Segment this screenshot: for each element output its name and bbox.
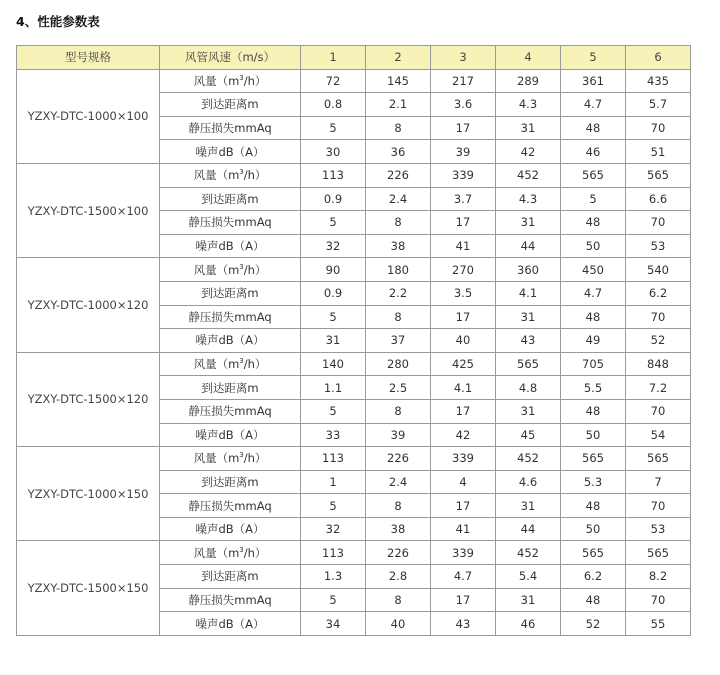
value-cell: 4.1 xyxy=(431,376,496,400)
param-noise-label: 噪声dB（A） xyxy=(160,423,301,447)
value-cell: 31 xyxy=(301,329,366,353)
flow-label-superscript: 3 xyxy=(239,357,244,366)
value-cell: 17 xyxy=(431,211,496,235)
value-cell: 48 xyxy=(561,494,626,518)
param-flow-label xyxy=(160,163,301,187)
flow-label-prefix: 风量（m xyxy=(193,262,240,277)
value-cell: 180 xyxy=(366,258,431,282)
value-cell: 70 xyxy=(626,116,691,140)
value-cell: 540 xyxy=(626,258,691,282)
value-cell: 113 xyxy=(301,163,366,187)
value-cell: 48 xyxy=(561,399,626,423)
value-cell: 17 xyxy=(431,494,496,518)
flow-label-prefix: 风量（m xyxy=(193,357,240,372)
header-speed-value: 3 xyxy=(431,46,496,70)
value-cell: 7.2 xyxy=(626,376,691,400)
value-cell: 565 xyxy=(626,163,691,187)
value-cell: 31 xyxy=(496,116,561,140)
flow-label-prefix: 风量（m xyxy=(193,545,240,560)
value-cell: 48 xyxy=(561,116,626,140)
value-cell: 43 xyxy=(496,329,561,353)
value-cell: 339 xyxy=(431,163,496,187)
value-cell: 5.4 xyxy=(496,565,561,589)
value-cell: 6.6 xyxy=(626,187,691,211)
value-cell: 45 xyxy=(496,423,561,447)
value-cell: 140 xyxy=(301,352,366,376)
value-cell: 848 xyxy=(626,352,691,376)
value-cell: 565 xyxy=(626,447,691,471)
flow-label-suffix: /h） xyxy=(243,73,267,88)
param-throw-label: 到达距离m xyxy=(160,565,301,589)
value-cell: 36 xyxy=(366,140,431,164)
value-cell: 70 xyxy=(626,588,691,612)
value-cell: 226 xyxy=(366,163,431,187)
value-cell: 48 xyxy=(561,588,626,612)
value-cell: 50 xyxy=(561,517,626,541)
value-cell: 226 xyxy=(366,447,431,471)
param-static-pressure-label: 静压损失mmAq xyxy=(160,211,301,235)
value-cell: 1.1 xyxy=(301,376,366,400)
value-cell: 8 xyxy=(366,305,431,329)
value-cell: 42 xyxy=(496,140,561,164)
value-cell: 2.2 xyxy=(366,281,431,305)
value-cell: 8 xyxy=(366,211,431,235)
value-cell: 49 xyxy=(561,329,626,353)
value-cell: 217 xyxy=(431,69,496,93)
value-cell: 72 xyxy=(301,69,366,93)
value-cell: 55 xyxy=(626,612,691,636)
value-cell: 43 xyxy=(431,612,496,636)
table-row xyxy=(17,541,691,565)
value-cell: 8 xyxy=(366,116,431,140)
value-cell: 6.2 xyxy=(561,565,626,589)
param-static-pressure-label: 静压损失mmAq xyxy=(160,494,301,518)
value-cell: 435 xyxy=(626,69,691,93)
value-cell: 2.4 xyxy=(366,470,431,494)
value-cell: 46 xyxy=(561,140,626,164)
value-cell: 48 xyxy=(561,211,626,235)
param-flow-label xyxy=(160,352,301,376)
value-cell: 51 xyxy=(626,140,691,164)
value-cell: 42 xyxy=(431,423,496,447)
value-cell: 5.3 xyxy=(561,470,626,494)
flow-label-suffix: /h） xyxy=(243,262,267,277)
param-throw-label: 到达距离m xyxy=(160,187,301,211)
section-title: 4、性能参数表 xyxy=(16,14,100,29)
flow-label-superscript: 3 xyxy=(239,262,244,271)
value-cell: 270 xyxy=(431,258,496,282)
param-throw-label: 到达距离m xyxy=(160,470,301,494)
value-cell: 33 xyxy=(301,423,366,447)
value-cell: 40 xyxy=(366,612,431,636)
value-cell: 0.9 xyxy=(301,281,366,305)
value-cell: 0.9 xyxy=(301,187,366,211)
param-throw-label: 到达距离m xyxy=(160,93,301,117)
value-cell: 705 xyxy=(561,352,626,376)
value-cell: 52 xyxy=(561,612,626,636)
value-cell: 90 xyxy=(301,258,366,282)
value-cell: 31 xyxy=(496,494,561,518)
value-cell: 31 xyxy=(496,305,561,329)
value-cell: 17 xyxy=(431,399,496,423)
value-cell: 8 xyxy=(366,588,431,612)
value-cell: 41 xyxy=(431,517,496,541)
table-row xyxy=(17,447,691,471)
param-static-pressure-label: 静压损失mmAq xyxy=(160,588,301,612)
param-flow-label xyxy=(160,69,301,93)
param-throw-label: 到达距离m xyxy=(160,281,301,305)
flow-label-suffix: /h） xyxy=(243,451,267,466)
model-cell: YZXY-DTC-1000×100 xyxy=(17,69,160,163)
value-cell: 450 xyxy=(561,258,626,282)
header-speed-value: 5 xyxy=(561,46,626,70)
value-cell: 70 xyxy=(626,494,691,518)
flow-label-prefix: 风量（m xyxy=(193,168,240,183)
param-noise-label: 噪声dB（A） xyxy=(160,517,301,541)
header-model: 型号规格 xyxy=(17,46,160,70)
value-cell: 4.7 xyxy=(431,565,496,589)
value-cell: 17 xyxy=(431,588,496,612)
value-cell: 46 xyxy=(496,612,561,636)
value-cell: 8.2 xyxy=(626,565,691,589)
value-cell: 360 xyxy=(496,258,561,282)
value-cell: 113 xyxy=(301,541,366,565)
param-flow-label xyxy=(160,447,301,471)
model-cell: YZXY-DTC-1500×150 xyxy=(17,541,160,635)
value-cell: 44 xyxy=(496,234,561,258)
value-cell: 32 xyxy=(301,517,366,541)
value-cell: 6.2 xyxy=(626,281,691,305)
value-cell: 34 xyxy=(301,612,366,636)
value-cell: 70 xyxy=(626,211,691,235)
value-cell: 4.3 xyxy=(496,93,561,117)
model-cell: YZXY-DTC-1500×120 xyxy=(17,352,160,446)
value-cell: 32 xyxy=(301,234,366,258)
param-noise-label: 噪声dB（A） xyxy=(160,140,301,164)
value-cell: 5 xyxy=(301,494,366,518)
value-cell: 565 xyxy=(496,352,561,376)
model-cell: YZXY-DTC-1500×100 xyxy=(17,163,160,257)
value-cell: 452 xyxy=(496,447,561,471)
value-cell: 70 xyxy=(626,399,691,423)
flow-label-superscript: 3 xyxy=(239,545,244,554)
value-cell: 3.5 xyxy=(431,281,496,305)
value-cell: 3.6 xyxy=(431,93,496,117)
value-cell: 425 xyxy=(431,352,496,376)
value-cell: 289 xyxy=(496,69,561,93)
value-cell: 361 xyxy=(561,69,626,93)
value-cell: 48 xyxy=(561,305,626,329)
flow-label-suffix: /h） xyxy=(243,545,267,560)
param-noise-label: 噪声dB（A） xyxy=(160,329,301,353)
value-cell: 4.3 xyxy=(496,187,561,211)
flow-label-superscript: 3 xyxy=(239,451,244,460)
value-cell: 5 xyxy=(301,399,366,423)
value-cell: 17 xyxy=(431,305,496,329)
value-cell: 5 xyxy=(561,187,626,211)
value-cell: 339 xyxy=(431,541,496,565)
value-cell: 4.7 xyxy=(561,281,626,305)
table-row xyxy=(17,352,691,376)
value-cell: 44 xyxy=(496,517,561,541)
value-cell: 452 xyxy=(496,163,561,187)
value-cell: 41 xyxy=(431,234,496,258)
value-cell: 5.5 xyxy=(561,376,626,400)
value-cell: 339 xyxy=(431,447,496,471)
value-cell: 4.8 xyxy=(496,376,561,400)
flow-label-prefix: 风量（m xyxy=(193,451,240,466)
value-cell: 31 xyxy=(496,588,561,612)
value-cell: 8 xyxy=(366,399,431,423)
value-cell: 280 xyxy=(366,352,431,376)
value-cell: 2.8 xyxy=(366,565,431,589)
value-cell: 226 xyxy=(366,541,431,565)
model-cell: YZXY-DTC-1000×120 xyxy=(17,258,160,352)
model-cell: YZXY-DTC-1000×150 xyxy=(17,447,160,541)
value-cell: 5 xyxy=(301,116,366,140)
value-cell: 145 xyxy=(366,69,431,93)
value-cell: 40 xyxy=(431,329,496,353)
value-cell: 4.7 xyxy=(561,93,626,117)
flow-label-superscript: 3 xyxy=(239,74,244,83)
table-body xyxy=(17,69,691,635)
value-cell: 31 xyxy=(496,399,561,423)
header-speed-value: 4 xyxy=(496,46,561,70)
value-cell: 565 xyxy=(561,541,626,565)
value-cell: 70 xyxy=(626,305,691,329)
value-cell: 39 xyxy=(366,423,431,447)
header-speed-value: 1 xyxy=(301,46,366,70)
value-cell: 1 xyxy=(301,470,366,494)
value-cell: 38 xyxy=(366,234,431,258)
performance-table xyxy=(16,45,691,636)
value-cell: 2.1 xyxy=(366,93,431,117)
value-cell: 5 xyxy=(301,305,366,329)
value-cell: 53 xyxy=(626,234,691,258)
value-cell: 30 xyxy=(301,140,366,164)
value-cell: 5 xyxy=(301,211,366,235)
value-cell: 8 xyxy=(366,494,431,518)
table-row xyxy=(17,163,691,187)
value-cell: 1.3 xyxy=(301,565,366,589)
value-cell: 52 xyxy=(626,329,691,353)
value-cell: 54 xyxy=(626,423,691,447)
value-cell: 17 xyxy=(431,116,496,140)
value-cell: 452 xyxy=(496,541,561,565)
flow-label-suffix: /h） xyxy=(243,168,267,183)
value-cell: 50 xyxy=(561,234,626,258)
value-cell: 5.7 xyxy=(626,93,691,117)
flow-label-superscript: 3 xyxy=(239,168,244,177)
param-noise-label: 噪声dB（A） xyxy=(160,612,301,636)
header-speed-value: 6 xyxy=(626,46,691,70)
value-cell: 7 xyxy=(626,470,691,494)
param-noise-label: 噪声dB（A） xyxy=(160,234,301,258)
value-cell: 53 xyxy=(626,517,691,541)
value-cell: 37 xyxy=(366,329,431,353)
value-cell: 4.6 xyxy=(496,470,561,494)
value-cell: 50 xyxy=(561,423,626,447)
value-cell: 0.8 xyxy=(301,93,366,117)
value-cell: 4 xyxy=(431,470,496,494)
param-static-pressure-label: 静压损失mmAq xyxy=(160,399,301,423)
param-flow-label xyxy=(160,541,301,565)
param-flow-label xyxy=(160,258,301,282)
table-row xyxy=(17,69,691,93)
value-cell: 113 xyxy=(301,447,366,471)
table-header-row xyxy=(17,46,691,70)
header-speed: 风管风速（m/s） xyxy=(160,46,301,70)
value-cell: 565 xyxy=(626,541,691,565)
value-cell: 5 xyxy=(301,588,366,612)
value-cell: 38 xyxy=(366,517,431,541)
flow-label-prefix: 风量（m xyxy=(193,73,240,88)
value-cell: 39 xyxy=(431,140,496,164)
header-speed-value: 2 xyxy=(366,46,431,70)
value-cell: 2.4 xyxy=(366,187,431,211)
value-cell: 565 xyxy=(561,163,626,187)
param-static-pressure-label: 静压损失mmAq xyxy=(160,116,301,140)
flow-label-suffix: /h） xyxy=(243,357,267,372)
value-cell: 4.1 xyxy=(496,281,561,305)
param-throw-label: 到达距离m xyxy=(160,376,301,400)
value-cell: 3.7 xyxy=(431,187,496,211)
value-cell: 2.5 xyxy=(366,376,431,400)
table-row xyxy=(17,258,691,282)
param-static-pressure-label: 静压损失mmAq xyxy=(160,305,301,329)
value-cell: 31 xyxy=(496,211,561,235)
value-cell: 565 xyxy=(561,447,626,471)
